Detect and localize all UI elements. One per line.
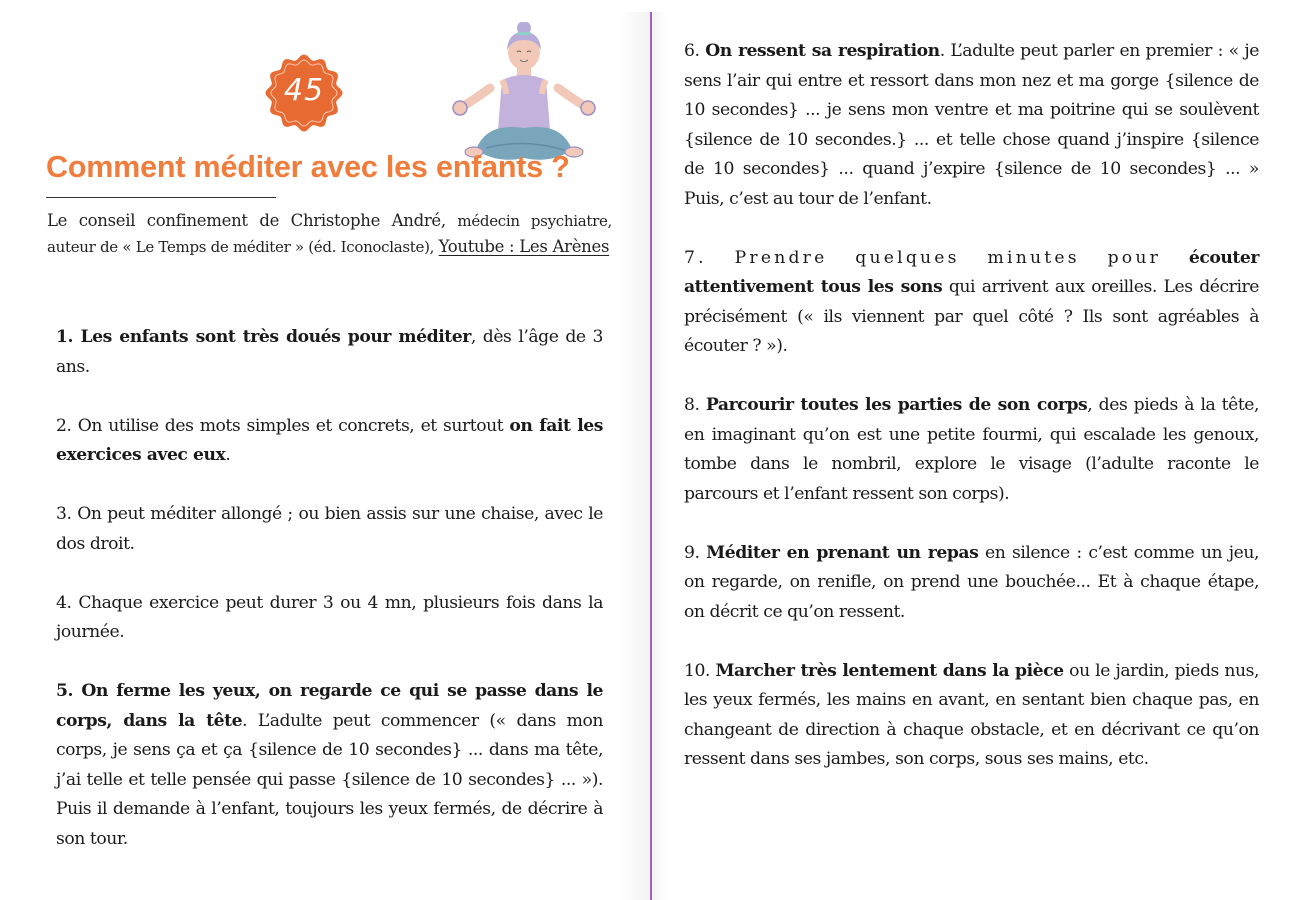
tip-text: Prendre quelques minutes pour (734, 247, 1189, 268)
tip-number: 4. (56, 592, 79, 613)
tip-heading: Marcher très lentement dans la pièce (715, 660, 1064, 681)
intro-lead: Le conseil confinement de Christophe André, (47, 211, 458, 230)
tip-text: . L’adulte peut parler en premier : « je sens l’air qui entre et ressort dans mon nez et ma gorge {silence de 10 secondes} ... je sens mon ventre et ma poitrine qui se soulèvent {silence de 10 secondes.} ... et telle chose quand j’inspire {silence de 10 secondes} ... quand j’expire {silence de 10 secondes} ... » Puis, c’est au tour de l’enfant. (684, 41, 1259, 209)
tip-6 (684, 37, 1259, 214)
tips-left-column (56, 323, 603, 884)
intro-paragraph (47, 208, 612, 260)
tip-text: , dès l’âge de 3 ans. (56, 327, 604, 377)
tip-number: 1. (56, 327, 81, 347)
tip-8 (684, 391, 1259, 509)
tip-text-end: . (225, 445, 231, 465)
tip-heading: écouter attentivement tous les sons (684, 247, 1259, 297)
youtube-link[interactable]: Youtube : Les Arènes (438, 237, 610, 256)
gutter-shadow-right (652, 12, 666, 900)
tip-number: 9. (684, 542, 707, 563)
tip-7 (684, 244, 1259, 362)
title-underline (46, 197, 276, 198)
tip-text: . L’adulte peut commencer (« dans mon corps, je sens ça et ça {silence de 10 secondes} ... dans ma tête, j’ai telle et telle pensée qui passe {silence de 10 secondes} ... »). Puis il demande à l’enfant, toujours les yeux fermés, de décrire à son tour. (56, 710, 603, 849)
tip-2 (56, 412, 603, 471)
tip-heading: On ressent sa respiration (705, 41, 940, 61)
tip-3 (56, 500, 603, 559)
tip-number: 5. (56, 681, 82, 701)
tip-10 (684, 657, 1259, 775)
tip-text-end: qui arrivent aux oreilles. Les décrire précisément (« ils viennent par quel côté ? Ils sont agréables à écouter ? »). (684, 277, 1259, 356)
tip-text: , des pieds à la tête, en imaginant qu’on est une petite fourmi, qui escalade les genoux, tombe dans le nombril, explore le visage (l’adulte raconte le parcours et l’enfant ressent son corps). (684, 395, 1260, 504)
tip-text: On utilise des mots simples et concrets, et surtout (77, 415, 510, 436)
tip-heading: on fait les exercices avec eux (56, 415, 603, 465)
tip-1 (56, 323, 603, 382)
tip-heading: Méditer en prenant un repas (706, 542, 979, 563)
gutter-shadow (620, 12, 650, 900)
tip-number: 6. (684, 41, 706, 61)
intro-credits: médecin psychiatre, auteur de « Le Temps de méditer » (éd. Iconoclaste), (47, 212, 612, 256)
tips-right-column (684, 37, 1259, 804)
meditating-woman-illustration (446, 22, 602, 166)
tip-number: 8. (684, 395, 706, 415)
tip-number: 7. (684, 247, 735, 268)
tip-text: en silence : c’est comme un jeu, on regarde, on renifle, on prend une bouchée... Et à chaque étape, on décrit ce qu’on ressent. (684, 542, 1260, 622)
tip-4 (56, 589, 603, 648)
tip-text: ou le jardin, pieds nus, les yeux fermés, les mains en avant, en sentant bien chaque pas, en changeant de direction à chaque obstacle, et en décrivant ce qu’on ressent dans ses jambes, son corps, sous ses mains, etc. (684, 660, 1259, 769)
tip-heading: Parcourir toutes les parties de son corps (705, 395, 1088, 415)
tip-5 (56, 677, 603, 854)
tip-heading: Les enfants sont très doués pour méditer (80, 327, 471, 347)
page-title: Comment méditer avec les enfants ? (46, 150, 570, 184)
tip-text: Chaque exercice peut durer 3 ou 4 mn, plusieurs fois dans la journée. (56, 592, 604, 642)
number-badge (264, 53, 344, 133)
badge-number: 45 (283, 73, 325, 108)
tip-number: 3. (56, 504, 78, 524)
tip-heading: On ferme les yeux, on regarde ce qui se passe dans le corps, dans la tête (56, 681, 604, 731)
tip-number: 2. (56, 415, 78, 436)
tip-text: On peut méditer allongé ; ou bien assis sur une chaise, avec le dos droit. (56, 504, 603, 554)
tip-number: 10. (684, 660, 716, 681)
tip-9 (684, 539, 1259, 628)
